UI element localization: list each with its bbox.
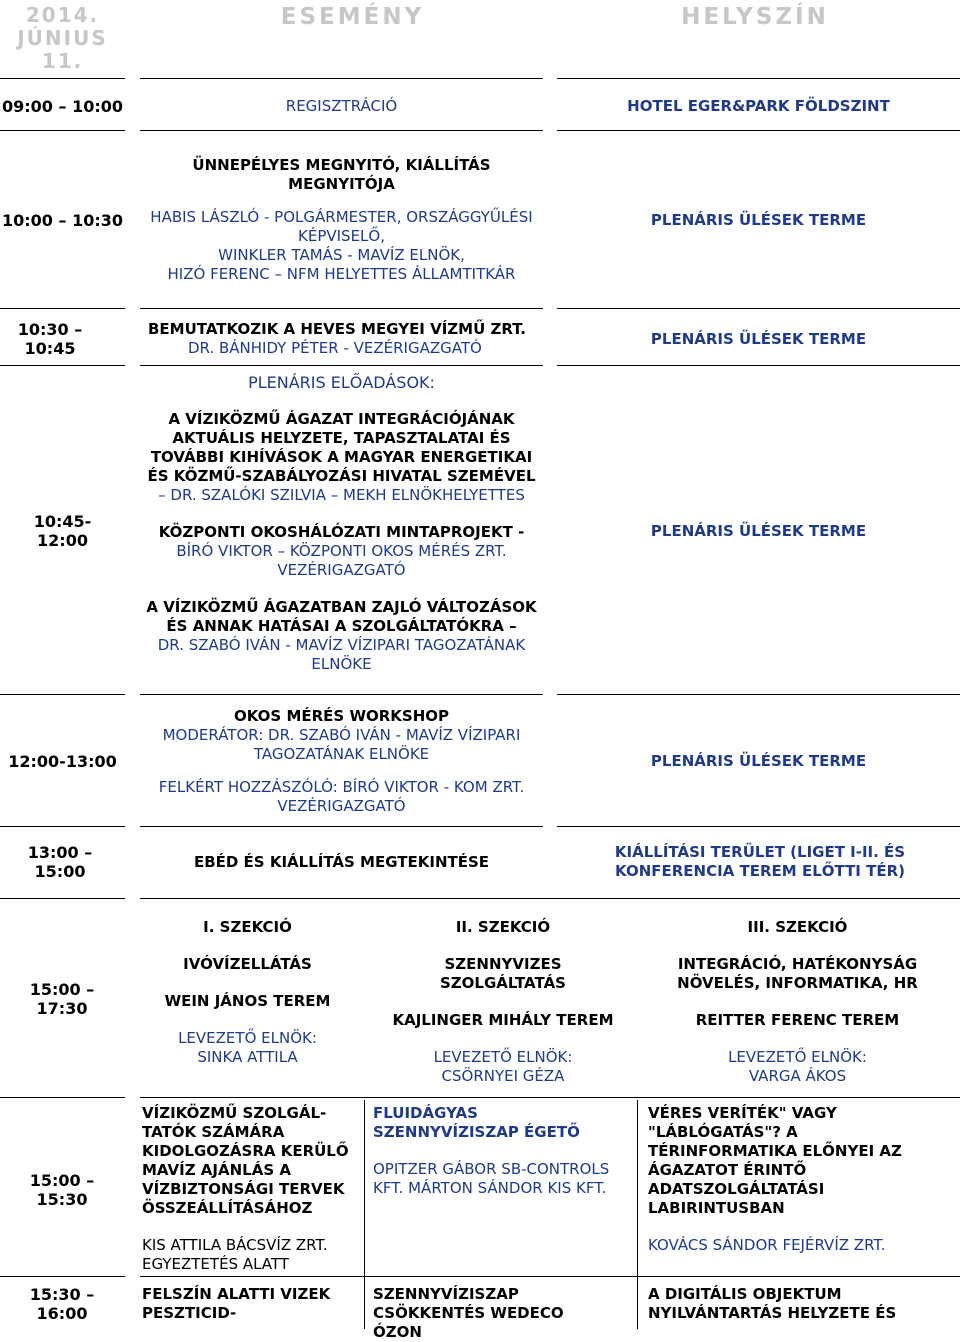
event-opening [140,135,543,305]
talk1-speaker: – DR. SZALÓKI SZILVIA – MEKH ELNÖKHELYETTES [158,486,525,504]
workshop-guest: FELKÉRT HOZZÁSZÓLÓ: BÍRÓ VIKTOR - KOM ZRT. VEZÉRIGAZGATÓ [158,777,525,815]
event-lunch: EBÉD ÉS KIÁLLÍTÁS MEGTEKINTÉSE [193,852,490,871]
slot1-s1-speaker: KIS ATTILA BÁCSVÍZ ZRT. EGYEZTETÉS ALATT [142,1236,328,1273]
talk2-title: KÖZPONTI OKOSHÁLÓZATI MINTAPROJEKT - [158,523,525,541]
section-2 [383,918,623,1093]
place-intro: PLENÁRIS ÜLÉSEK TERME [650,329,867,348]
opening-speaker: HIZÓ FERENC – NFM HELYETTES ÁLLAMTITKÁR [167,265,516,283]
slot1-s2-title: FLUIDÁGYAS SZENNYVÍZISZAP ÉGETŐ [373,1104,580,1141]
time-slot1: 15:00 – 15:30 [29,1171,95,1209]
section-1-chair: SINKA ATTILA [197,1048,298,1066]
place-workshop: PLENÁRIS ÜLÉSEK TERME [650,751,867,770]
divider [557,694,960,695]
section-2-room: KAJLINGER MIHÁLY TEREM [392,1011,614,1029]
slot1-s3-speaker: KOVÁCS SÁNDOR FEJÉRVÍZ ZRT. [648,1236,886,1254]
intro-title: BEMUTATKOZIK A HEVES MEGYEI VÍZMŰ ZRT. [148,320,526,338]
divider [557,130,960,131]
section-1-chair-label: LEVEZETŐ ELNÖK: [178,1029,317,1047]
slot2-session3 [648,1285,953,1323]
slot2-session2 [373,1285,628,1342]
divider [0,365,125,366]
divider [0,78,125,79]
divider [140,365,543,366]
divider [140,78,543,79]
place-plenary: PLENÁRIS ÜLÉSEK TERME [650,521,867,540]
header-event: ESEMÉNY [280,4,425,30]
slot1-session2 [373,1104,628,1198]
slot2-session1 [142,1285,357,1323]
time-slot2: 15:30 – 16:00 [29,1285,95,1323]
divider [140,1097,960,1098]
event-workshop [140,700,543,822]
time-registration: 09:00 – 10:00 [2,96,123,116]
divider [364,1100,365,1329]
divider [557,365,960,366]
divider [0,1097,125,1098]
slot1-s3-title: VÉRES VERÍTÉK" VAGY "LÁBLÓGATÁS"? A TÉRINFORMATIKA ELŐNYEI AZ ÁGAZATOT ÉRINTŐ ADATSZOLGÁLTATÁSI LABIRINTUSBAN [648,1104,902,1217]
divider [0,898,125,899]
divider [140,1276,960,1277]
divider [140,308,543,309]
event-registration: REGISZTRÁCIÓ [285,96,398,115]
divider [557,308,960,309]
talk3-title: A VÍZIKÖZMŰ ÁGAZATBAN ZAJLÓ VÁLTOZÁSOK ÉS ANNAK HATÁSAI A SZOLGÁLTATÓKRA – [146,598,537,635]
header-place: HELYSZÍN [681,4,829,30]
slot1-s2-speaker: OPITZER GÁBOR SB-CONTROLS KFT. MÁRTON SÁNDOR KIS KFT. [373,1160,610,1197]
time-opening: 10:00 – 10:30 [2,210,123,230]
section-3-room: REITTER FERENC TEREM [695,1011,900,1029]
divider [0,694,125,695]
talk1-title: A VÍZIKÖZMŰ ÁGAZAT INTEGRÁCIÓJÁNAK AKTUÁLIS HELYZETE, TAPASZTALATAI ÉS TOVÁBBI KIHÍVÁSOK A MAGYAR ENERGETIKAI ÉS KÖZMŰ-SZABÁLYOZÁSI HIVATAL SZEMÉVEL [147,410,536,485]
event-intro [140,314,543,364]
slot2-s3-title: A DIGITÁLIS OBJEKTUM NYILVÁNTARTÁS HELYZETE ÉS [648,1285,897,1322]
divider [0,308,125,309]
section-2-label: II. SZEKCIÓ [455,918,551,936]
place-opening: PLENÁRIS ÜLÉSEK TERME [650,210,867,229]
section-3-chair: VARGA ÁKOS [748,1067,847,1085]
divider [140,898,960,899]
divider [140,130,543,131]
time-plenary: 10:45- 12:00 [33,512,92,550]
section-2-chair-label: LEVEZETŐ ELNÖK: [433,1048,573,1066]
workshop-moderator: MODERÁTOR: DR. SZABÓ IVÁN - MAVÍZ VÍZIPARI TAGOZATÁNAK ELNÖKE [162,725,521,763]
time-workshop: 12:00-13:00 [8,751,117,771]
talk2-speaker: BÍRÓ VIKTOR – KÖZPONTI OKOS MÉRÉS ZRT. VEZÉRIGAZGATÓ [176,542,507,579]
divider [557,78,960,79]
slot1-session3 [648,1104,953,1255]
section-3 [645,918,950,1093]
section-3-chair-label: LEVEZETŐ ELNÖK: [728,1048,867,1066]
intro-speaker: DR. BÁNHIDY PÉTER - VEZÉRIGAZGATÓ [188,339,482,357]
section-1 [140,918,355,1093]
divider [0,826,125,827]
opening-speaker: WINKLER TAMÁS - MAVÍZ ELNÖK, [218,246,465,264]
divider [0,1276,125,1277]
opening-title: ÜNNEPÉLYES MEGNYITÓ, KIÁLLÍTÁS MEGNYITÓJA [192,156,491,193]
workshop-title: OKOS MÉRÉS WORKSHOP [233,706,450,725]
divider [0,130,125,131]
divider [637,1100,638,1329]
place-lunch: KIÁLLÍTÁSI TERÜLET (LIGET I-II. ÉS KONFERENCIA TEREM ELŐTTI TÉR) [614,843,906,880]
divider [140,826,543,827]
section-1-room: WEIN JÁNOS TEREM [164,992,331,1010]
section-2-topic: SZENNYVIZES SZOLGÁLTATÁS [440,955,566,992]
talk3-speaker: DR. SZABÓ IVÁN - MAVÍZ VÍZIPARI TAGOZATÁNAK ELNÖKE [157,636,526,673]
section-1-topic: IVÓVÍZELLÁTÁS [183,955,312,973]
divider [557,826,960,827]
divider [140,694,543,695]
section-3-label: III. SZEKCIÓ [747,918,848,936]
section-1-label: I. SZEKCIÓ [203,918,292,936]
header-date: 2014. JÚNIUS 11. [17,3,108,73]
time-lunch: 13:00 – 15:00 [27,843,93,881]
event-plenary [140,370,543,695]
slot1-session1 [142,1104,360,1274]
time-intro: 10:30 – 10:45 [17,320,83,358]
section-2-chair: CSÖRNYEI GÉZA [441,1067,565,1085]
plenary-heading: PLENÁRIS ELŐADÁSOK: [248,373,435,392]
slot2-s1-title: FELSZÍN ALATTI VIZEK PESZTICID- [142,1285,331,1322]
place-registration: HOTEL EGER&PARK FÖLDSZINT [627,96,890,115]
section-3-topic: INTEGRÁCIÓ, HATÉKONYSÁG NÖVELÉS, INFORMATIKA, HR [677,955,918,992]
slot1-s1-title: VÍZIKÖZMŰ SZOLGÁL-TATÓK SZÁMÁRA KIDOLGOZÁSRA KERÜLŐ MAVÍZ AJÁNLÁS A VÍZBIZTONSÁGI TERVEK ÖSSZEÁLLÍTÁSÁHOZ [142,1104,349,1217]
opening-speaker: HABIS LÁSZLÓ - POLGÁRMESTER, ORSZÁGGYŰLÉSI KÉPVISELŐ, [150,208,533,245]
time-sections: 15:00 – 17:30 [29,980,95,1018]
slot2-s2-title: SZENNYVÍZISZAP CSÖKKENTÉS WEDECO ÓZON [373,1285,564,1341]
